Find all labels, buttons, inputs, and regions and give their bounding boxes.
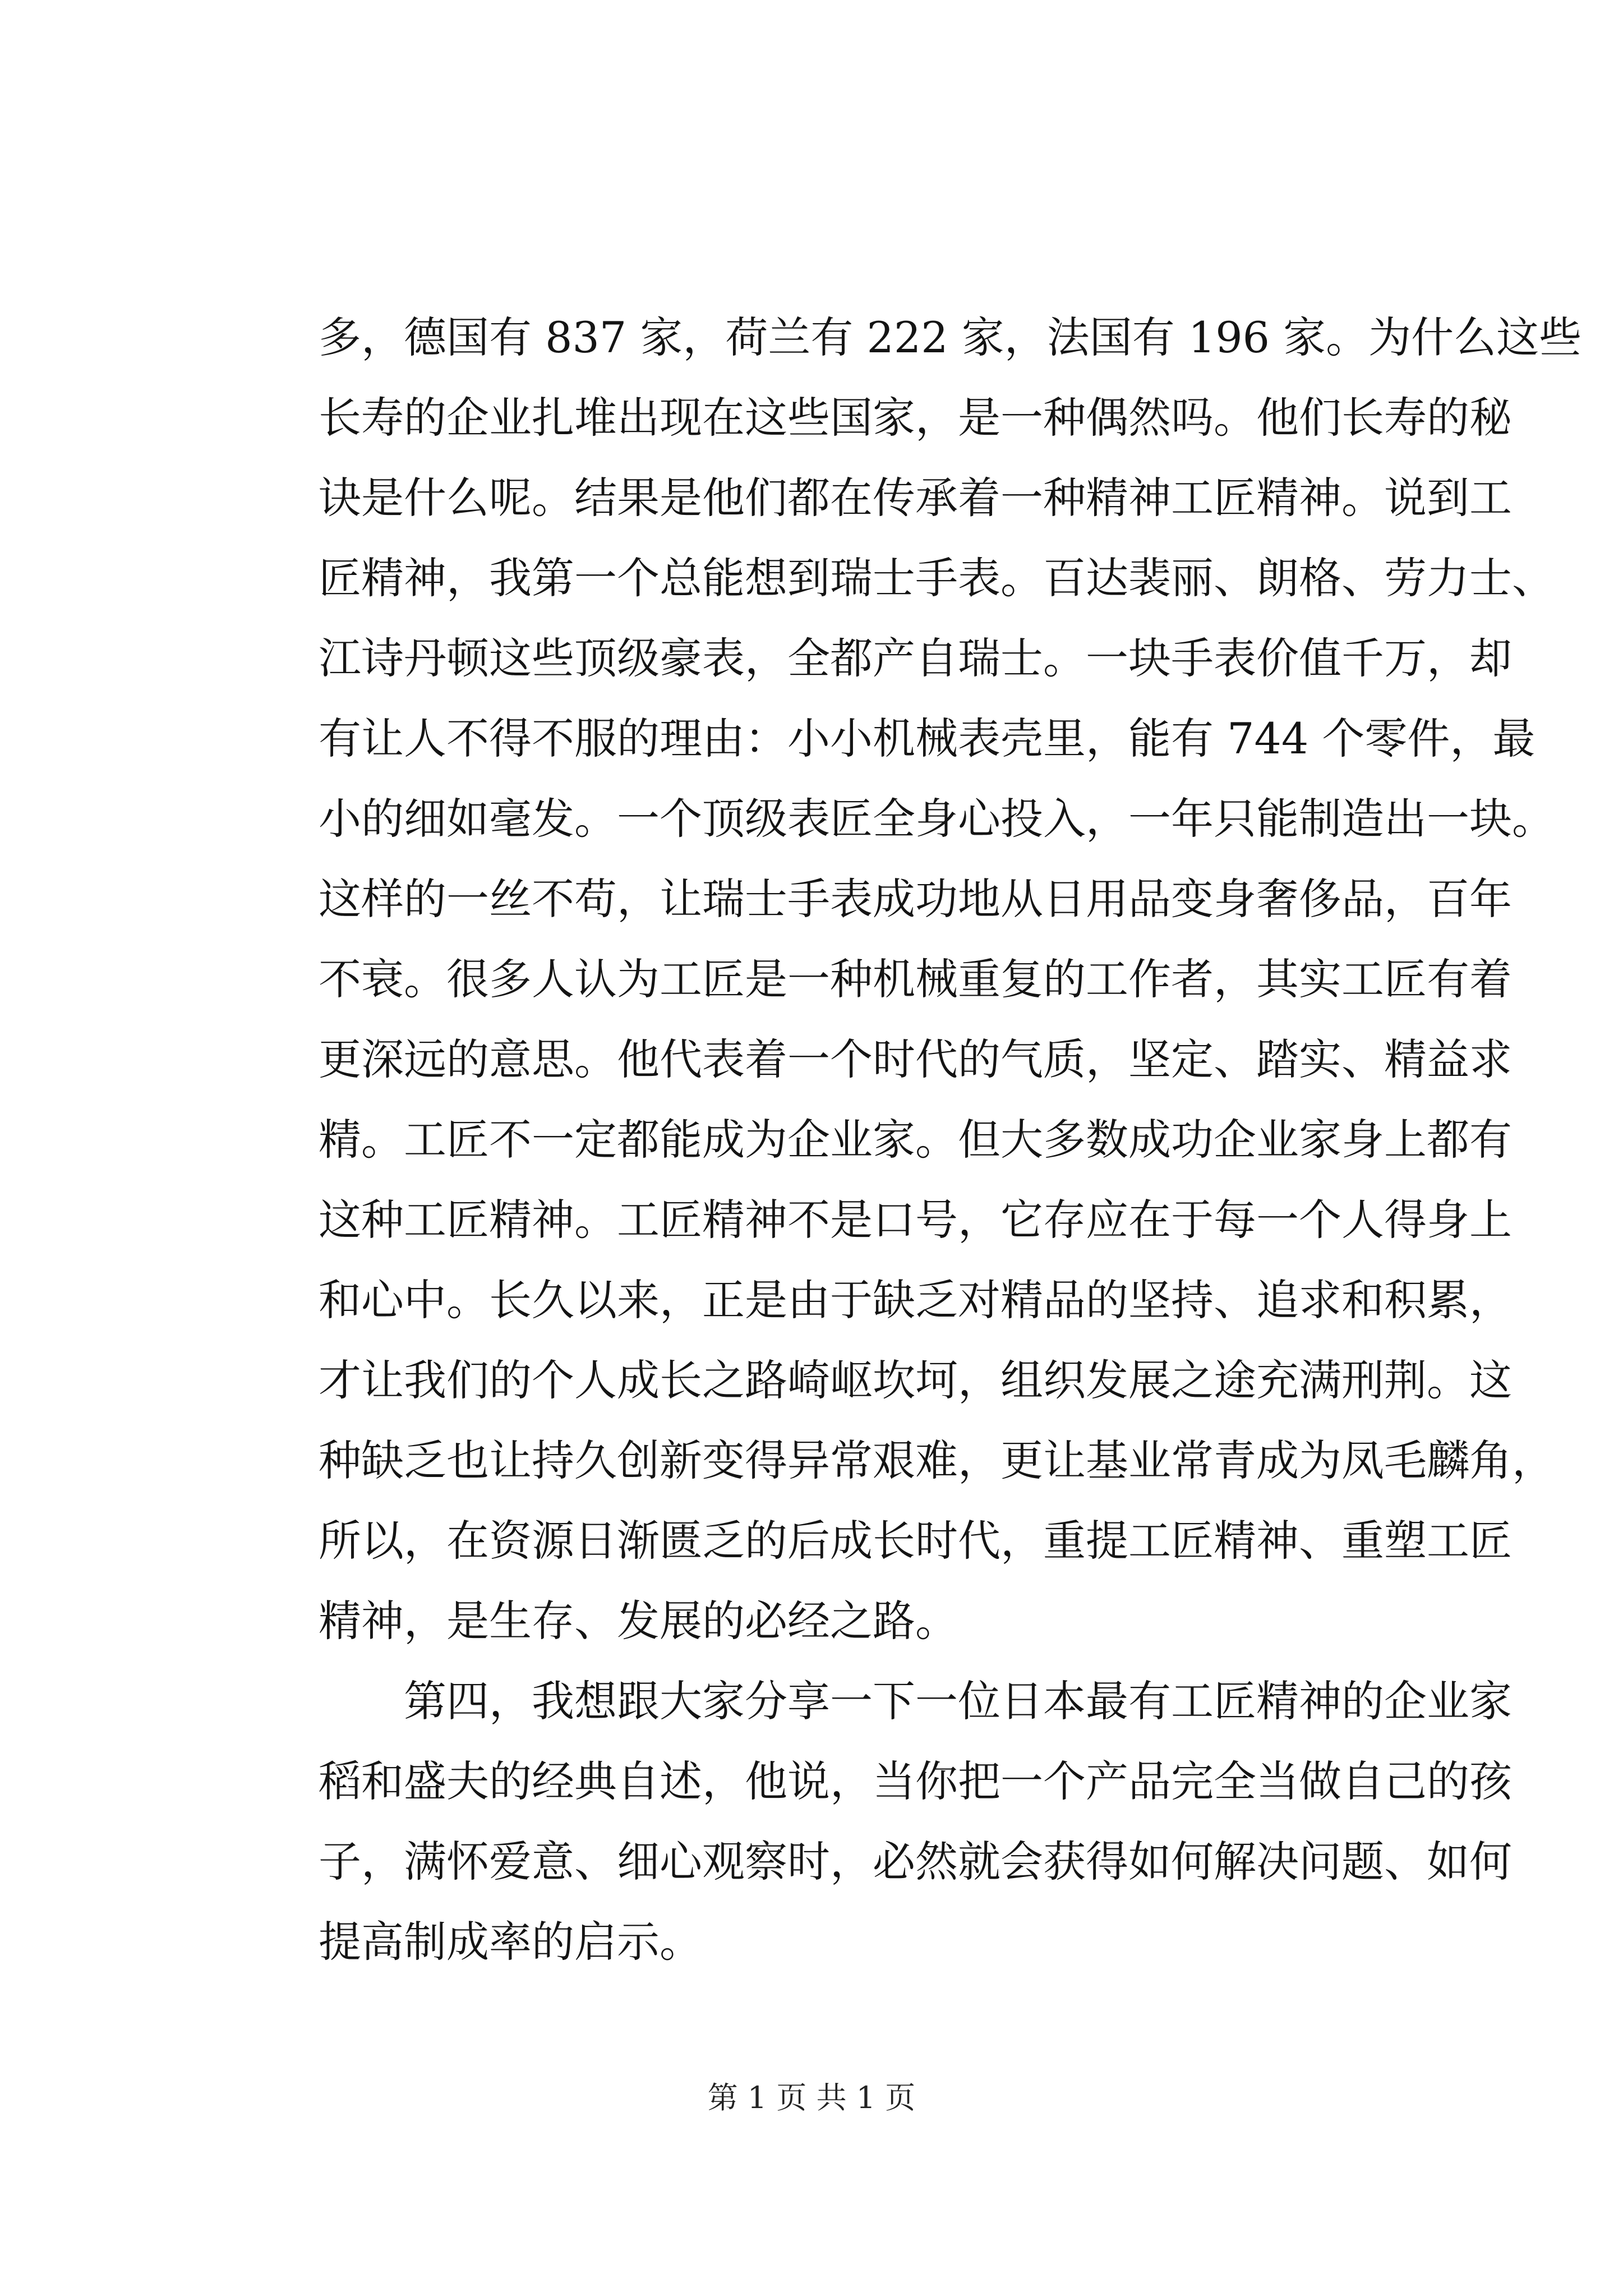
text-line: 有让人不得不服的理由：小小机械表壳里，能有 744 个零件，最	[319, 714, 1536, 763]
text-line: 子，满怀爱意、细心观察时，必然就会获得如何解决问题、如何	[319, 1837, 1512, 1887]
text-line: 第四，我想跟大家分享一下一位日本最有工匠精神的企业家	[319, 1676, 1512, 1726]
text-line: 精。工匠不一定都能成为企业家。但大多数成功企业家身上都有	[319, 1115, 1512, 1165]
text-line: 提高制成率的启示。	[319, 1917, 702, 1967]
text-line: 所以，在资源日渐匮乏的后成长时代，重提工匠精神、重塑工匠	[319, 1516, 1512, 1566]
text-line: 长寿的企业扎堆出现在这些国家，是一种偶然吗。他们长寿的秘	[319, 393, 1512, 443]
text-line: 诀是什么呢。结果是他们都在传承着一种精神工匠精神。说到工	[319, 473, 1512, 523]
text-line: 这样的一丝不苟，让瑞士手表成功地从日用品变身奢侈品，百年	[319, 874, 1512, 924]
text-line: 小的细如毫发。一个顶级表匠全身心投入，一年只能制造出一块。	[319, 794, 1555, 844]
text-line: 不衰。很多人认为工匠是一种机械重复的工作者，其实工匠有着	[319, 954, 1512, 1004]
text-line: 这种工匠精神。工匠精神不是口号，它存应在于每一个人得身上	[319, 1195, 1512, 1245]
text-line: 和心中。长久以来，正是由于缺乏对精品的坚持、追求和积累，	[319, 1275, 1512, 1325]
text-line: 稻和盛夫的经典自述，他说，当你把一个产品完全当做自己的孩	[319, 1756, 1512, 1806]
text-line: 精神，是生存、发展的必经之路。	[319, 1596, 958, 1646]
body-text	[319, 297, 1582, 1982]
page-footer	[0, 2076, 1623, 2120]
text-line: 更深远的意思。他代表着一个时代的气质，坚定、踏实、精益求	[319, 1034, 1512, 1084]
text-line: 多，德国有 837 家，荷兰有 222 家，法国有 196 家。为什么这些	[319, 312, 1582, 362]
page-number-label: 第 1 页 共 1 页	[707, 2080, 916, 2115]
text-line: 才让我们的个人成长之路崎岖坎坷，组织发展之途充满刑荆。这	[319, 1355, 1512, 1405]
text-line: 匠精神，我第一个总能想到瑞士手表。百达裴丽、朗格、劳力士、	[319, 553, 1555, 603]
paragraph-2	[319, 1661, 1512, 1982]
paragraph-1	[319, 297, 1582, 1661]
text-line: 江诗丹顿这些顶级豪表，全都产自瑞士。一块手表价值千万，却	[319, 633, 1512, 683]
text-line: 种缺乏也让持久创新变得异常艰难，更让基业常青成为凤毛麟角，	[319, 1435, 1555, 1485]
